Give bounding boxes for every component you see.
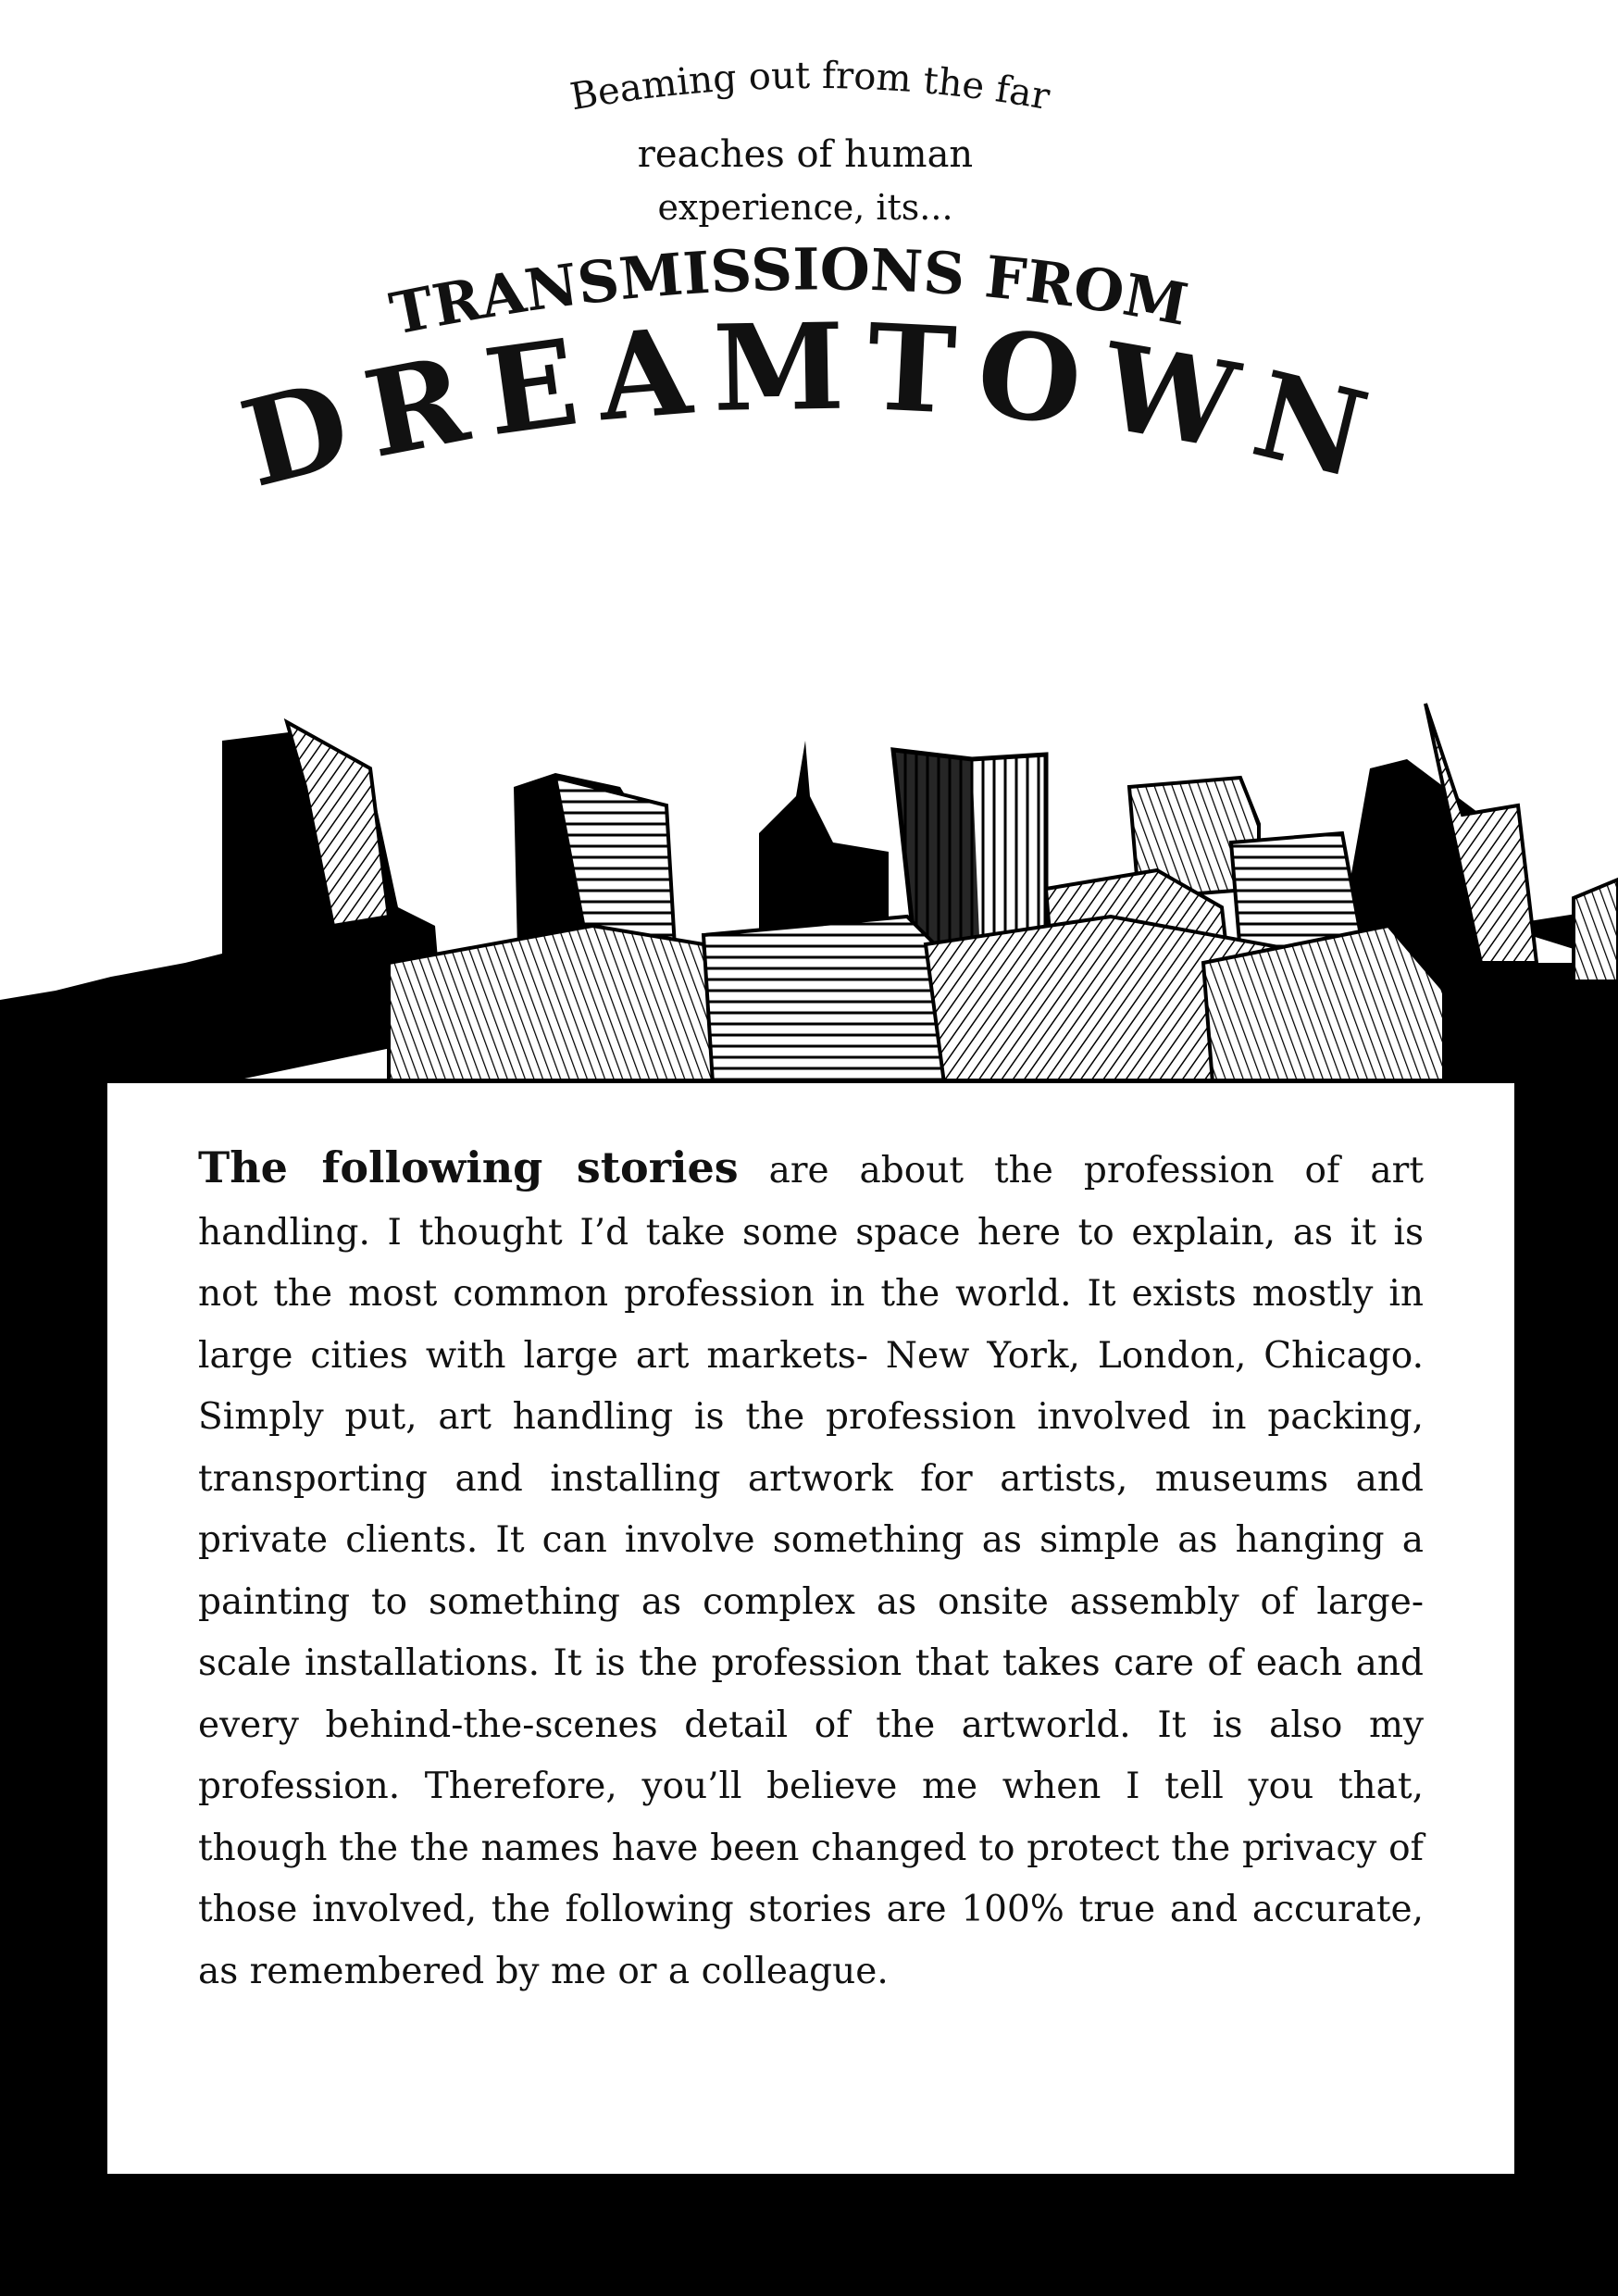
- intro-text-box: [107, 1083, 1514, 2174]
- tagline-line-2: reaches of human: [637, 133, 974, 176]
- tagline-line-3: experience, its...: [657, 187, 953, 228]
- header: [0, 0, 1618, 667]
- title-top: TRANSMISSIONS FROM: [384, 235, 1193, 349]
- intro-body: are about the profession of art handling. I thought I’d take some space here to explain, as it is not the most common profession in the world. It exists mostly in large cities with large art markets- New York, London, Chicago. Simply put, art handling is the profession involved in packing, transporting and installing artwork for artists, museums and private clients. It can involve something as simple as hanging a painting to something as complex as onsite assembly of large-scale installations. It is the profession that takes care of each and every behind-the-scenes detail of the artworld. It is also my profession. Therefore, you’ll believe me when I tell you that, though the the names have been changed to protect the privacy of those involved, the following stories are 100% true and accurate, as remembered by me or a colleague.: [198, 1150, 1424, 1992]
- intro-paragraph: [198, 1137, 1424, 2003]
- tagline-line-1: Beaming out from the far: [566, 54, 1053, 119]
- page-title: DREAMTOWN: [229, 297, 1400, 515]
- intro-lead: The following stories: [198, 1142, 739, 1192]
- city-skyline-illustration: [0, 685, 1618, 1083]
